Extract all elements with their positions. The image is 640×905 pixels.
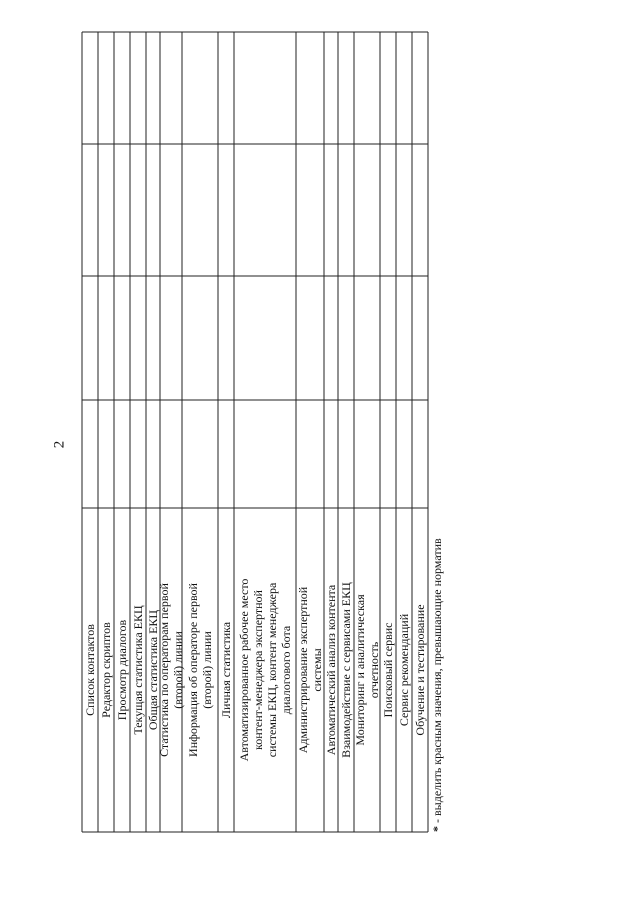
table-row-label-line: Сервис рекомендаций	[397, 613, 411, 727]
table-row-label	[381, 623, 395, 718]
table-row-label-line: Личная статистика	[219, 621, 233, 719]
table-row-label-line: отчетность	[367, 641, 381, 699]
table-row-label	[115, 619, 129, 720]
table-row-label-line: Информация об операторе первой	[186, 583, 200, 757]
table-row-label	[413, 604, 427, 735]
table-row-label-line: (второй) линии	[200, 631, 214, 709]
table-row-label-line: Поисковый сервис	[381, 622, 395, 718]
table-row-label	[324, 584, 338, 755]
table-row-label-line: Автоматизированное рабочее место	[237, 578, 251, 762]
footnote-text: - выделить красным значения, превышающие норматив	[430, 538, 444, 826]
table-row-label	[237, 579, 293, 762]
table-row-label-line: Взаимодействие с сервисами ЕКЦ	[339, 582, 353, 758]
table-row-label-line: Общая статистика ЕКЦ	[146, 609, 160, 731]
table-row-label-line: Просмотр диалогов	[115, 619, 129, 721]
table-row-label	[339, 582, 353, 758]
table-row-label-line: Автоматический анализ контента	[324, 584, 338, 756]
table-row-label-line: Мониторинг и аналитическая	[353, 594, 367, 746]
table-row-label-line: Текущая статистика ЕКЦ	[131, 605, 145, 735]
table-row-label	[157, 583, 185, 757]
table-row-label	[219, 621, 233, 718]
table-row-label-line: контент-менеджера экспертной	[251, 590, 265, 750]
table-row-label	[186, 582, 214, 756]
table-row-label	[397, 613, 411, 726]
page-number: 2	[51, 440, 68, 449]
table-row-label-line: Редактор скриптов	[99, 622, 113, 718]
footnote	[430, 538, 445, 832]
table-row-label	[131, 605, 145, 735]
table-row-label-line: системы	[310, 648, 324, 692]
table-row-label-line: Обучение и тестирование	[413, 604, 427, 736]
table-row-label	[83, 624, 97, 716]
table-row-label	[296, 586, 324, 753]
table-row-label-line: диалогового бота	[279, 625, 293, 715]
table-row-label-line: Статистика по операторам первой	[157, 583, 171, 757]
table-row-label-line: (второй) линии	[171, 631, 185, 709]
table-row-label-line: системы ЕКЦ, контент менеджера	[265, 582, 279, 758]
table-row-label	[99, 622, 113, 718]
table-row-label-line: Администрирование экспертной	[296, 586, 310, 754]
table-row-label-line: Список контактов	[83, 624, 97, 716]
footnote-star: *	[430, 826, 444, 832]
table-row-label	[353, 594, 381, 746]
